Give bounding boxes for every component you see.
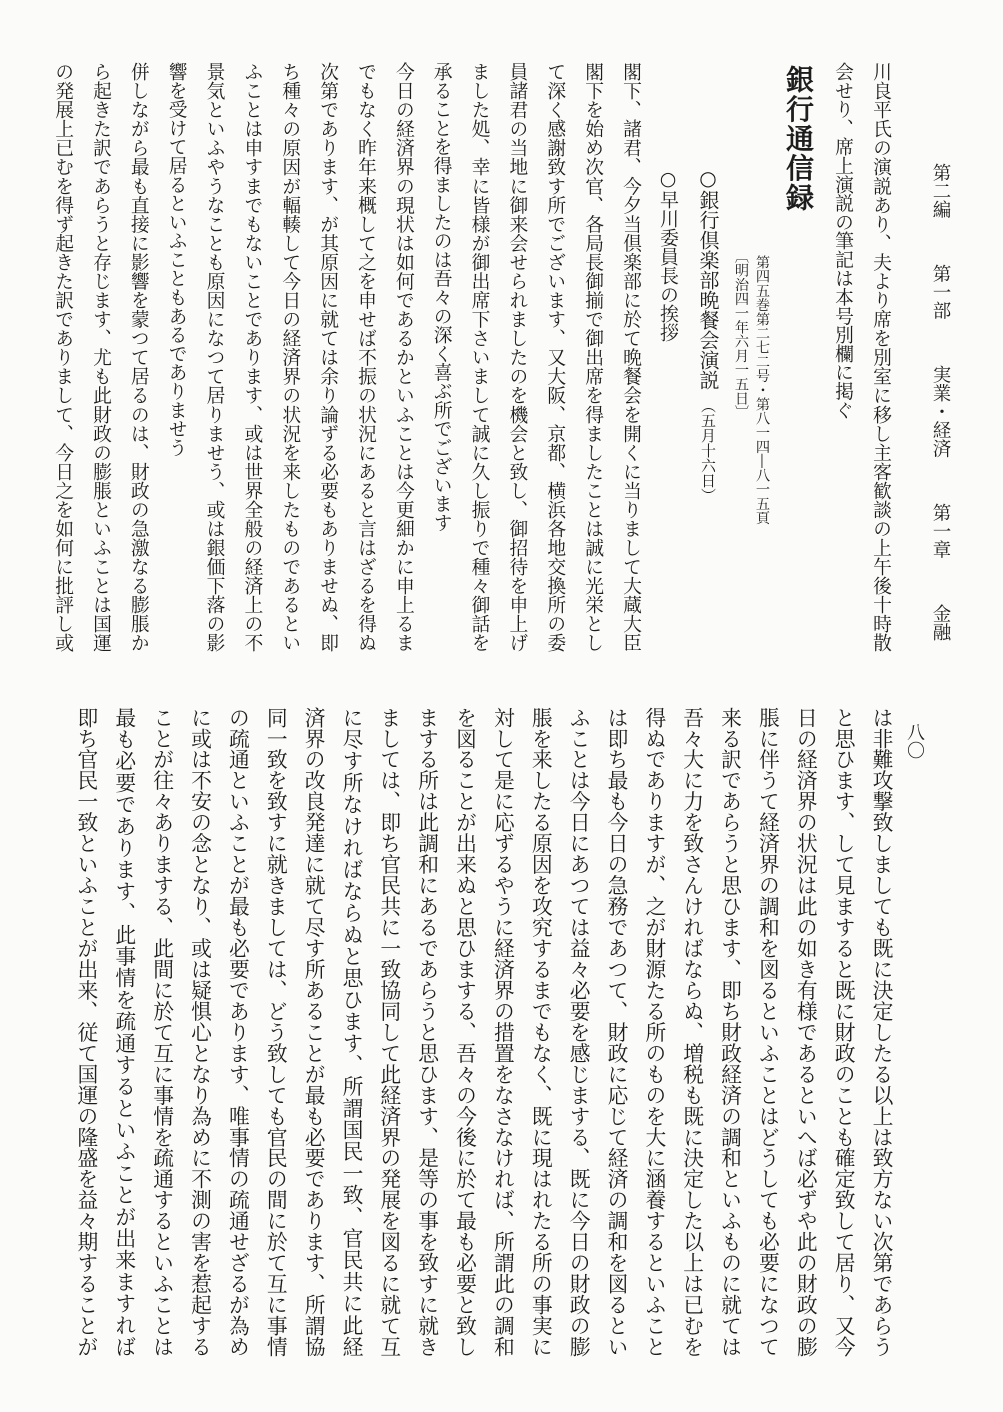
article-source: 第四五巻第二七二号・第八一四―八一五頁 <box>754 255 770 525</box>
text-column: 景気といふやうなことも原因になつて居りませう、或は銀価下落の影 <box>203 62 225 652</box>
text-column: に或は不安の念となり、或は疑惧心となり為めに不測の害を惹起する <box>187 707 212 1357</box>
text-column: は即ち最も今日の急務であつて、財政に応じて経済の調和を図るとい <box>603 707 628 1357</box>
text-column: まする所は此調和にあるであらうと思ひます、是等の事を致すに就き <box>414 707 439 1357</box>
upper-text-block <box>43 62 899 652</box>
lower-text-block <box>66 707 899 1357</box>
article-date: 〔明治四一年六月一五日〕 <box>733 249 749 420</box>
text-column: 最も必要であります、此事情を疏通するといふことが出来ますれば <box>111 707 136 1357</box>
article-subheading: ○早川委員長の挨拶 <box>657 168 679 342</box>
page-number: 八〇 <box>904 723 925 759</box>
text-column: ふことは申すまでもないことであります、或は世界全般の経済上の不 <box>241 62 263 652</box>
running-head-section: 金融 <box>930 604 951 641</box>
article-source-note <box>730 62 772 652</box>
running-head-division: 第一部 <box>930 264 951 320</box>
text-column: ました処、幸に皆様が御出席下さいまして誠に久し振りで種々御話を <box>468 62 490 652</box>
text-column: 済界の改良発達に就て尽す所あることが最も必要であります、所謂協 <box>301 707 326 1357</box>
text-column: の疏通といふことが最も必要であります、唯事情の疏通せざるが為め <box>225 707 250 1357</box>
text-column: て深く感謝致す所でございます、又大阪、京都、横浜各地交換所の委 <box>544 62 566 652</box>
text-column: 閣下、諸君、今夕当倶楽部に於て晩餐会を開くに当りまして大蔵大臣 <box>620 62 641 652</box>
article-title: 銀行通信録 <box>782 65 815 213</box>
text-column: 同一致を致すに就きましては、どう致しても官民の間に於て互に事情 <box>263 707 288 1357</box>
text-column: 併しながら最も直接に影響を蒙つて居るのは、財政の急激なる膨脹か <box>127 62 149 652</box>
text-column: 即ち官民一致といふことが出来、従て国運の隆盛を益々期することが <box>73 707 98 1357</box>
text-column: ことが往々ありまする、此間に於て互に事情を疏通するといふことは <box>149 707 174 1357</box>
text-column: 脹に伴うて経済界の調和を図るといふことはどうしても必要になつて <box>755 707 780 1357</box>
text-column: でもなく昨年来概して之を申せば不振の状況にあると言はざるを得ぬ <box>354 62 376 652</box>
text-column: の発展上已むを得ず起きた訳でありまして、今日之を如何に批評し或 <box>52 62 74 652</box>
running-head-subject: 実業・経済 <box>930 365 951 458</box>
text-column: 次第であります、が其原因に就ては余り論ずる必要もありませぬ、即 <box>317 62 339 652</box>
text-column: 閣下を始め次官、各局長御揃で御出席を得ましたことは誠に光栄とし <box>582 62 604 652</box>
text-column: 員諸君の当地に御来会せられましたのを機会と致し、御招待を申上げ <box>506 62 528 652</box>
text-column: 今日の経済界の現状は如何であるかといふことは今更細かに申上るま <box>392 62 414 652</box>
text-column: に尽す所なければならぬと思ひます、所謂国民一致、官民共に此経 <box>338 707 363 1357</box>
text-column: は非難攻撃致しましても既に決定したる以上は致方ない次第であらう <box>869 707 893 1357</box>
running-head-chapter: 第一章 <box>930 503 951 559</box>
text-column: ち種々の原因が輻輳して今日の経済界の状況を来したものであるとい <box>279 62 301 652</box>
text-column: 承ることを得ましたのは吾々の深く喜ぶ所でございます <box>430 62 452 532</box>
text-column: 対して是に応ずるやうに経済界の措置をなさなければ、所謂此の調和 <box>490 707 515 1357</box>
running-head <box>927 163 953 641</box>
text-column: 会せり、席上演説の筆記は本号別欄に掲ぐ <box>832 62 853 420</box>
article-heading-date: （五月十六日） <box>699 398 717 503</box>
text-column: 響を受けて居るといふこともあるでありませう <box>165 62 187 457</box>
running-head-part: 第二編 <box>930 163 951 219</box>
text-column: と思ひます、して見ますると既に財政のことも確定致して居り、又今 <box>831 707 856 1357</box>
text-column: 得ぬでありますが、之が財源たる所のものを大に涵養するといふこと <box>641 707 666 1357</box>
text-column: を図ることが出来ぬと思ひまする、吾々の今後に於て最も必要と致し <box>452 707 477 1357</box>
text-column: 脹を来したる原因を攻究するまでもなく、既に現はれたる所の事実に <box>528 707 553 1357</box>
text-column: 日の経済界の状況は此の如き有様であるといへば必ずや此の財政の膨 <box>793 707 818 1357</box>
text-column: ら起きた訳であらうと存じます、尤も此財政の膨脹といふことは国運 <box>89 62 111 652</box>
text-column: ふことは今日にあつては益々必要を感じまする、既に今日の財政の膨 <box>566 707 591 1357</box>
article-heading <box>686 62 730 652</box>
text-column: 吾々大に力を致さんければならぬ、増税も既に決定した以上は已むを <box>679 707 704 1357</box>
article-heading-text: ○銀行倶楽部晩餐会演説 <box>696 166 720 390</box>
text-column: ましては、即ち官民共に一致協同して此経済界の発展を図るに就て互 <box>376 707 401 1357</box>
text-column: 川良平氏の演説あり、夫より席を別室に移し主客歓談の上午後十時散 <box>870 62 891 652</box>
text-column: 来る訳であらうと思ひます、即ち財政経済の調和といふものに就ては <box>717 707 742 1357</box>
